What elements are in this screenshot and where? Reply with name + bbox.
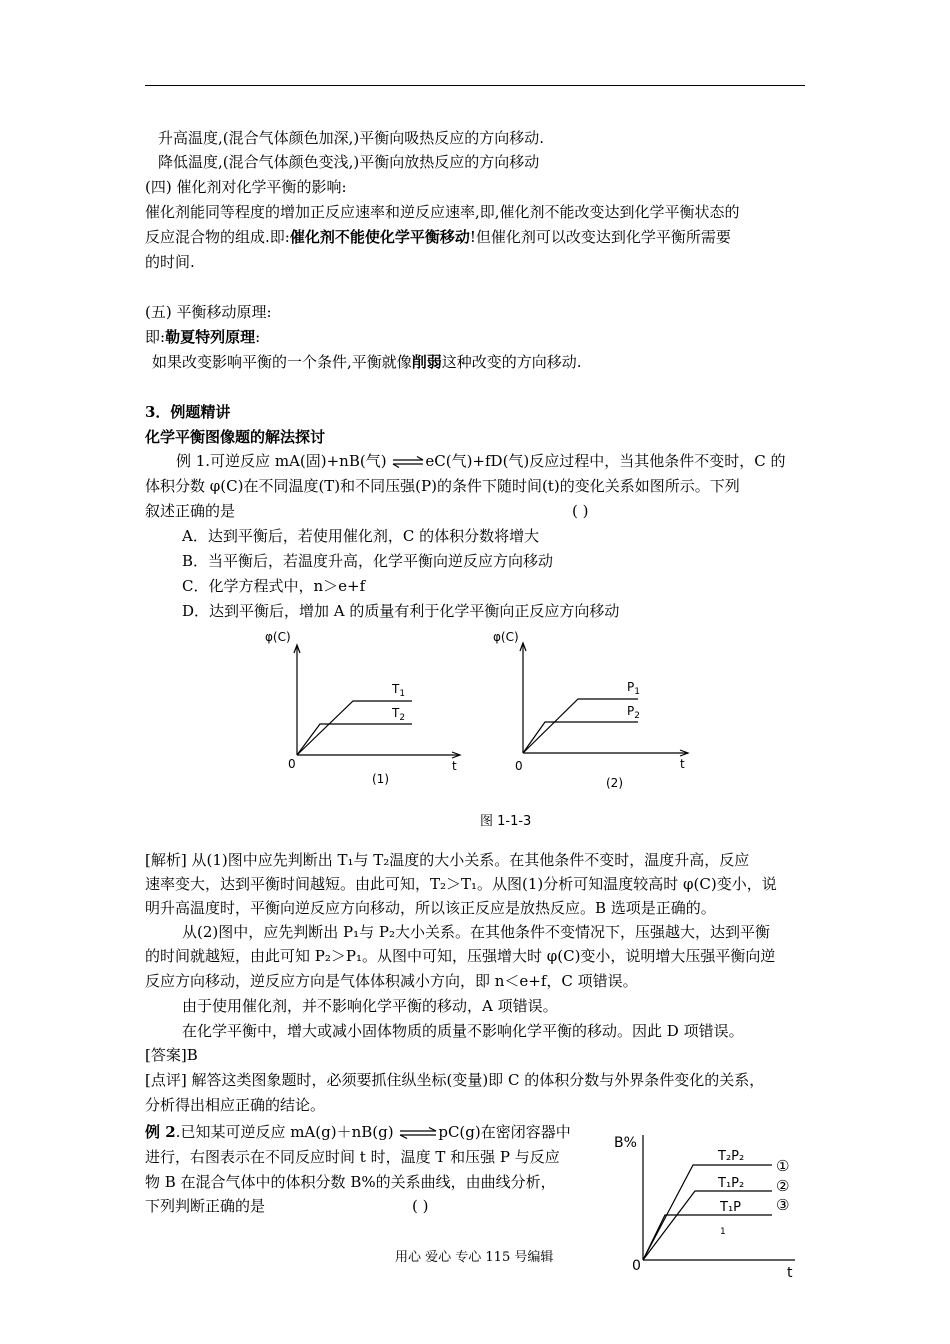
curve-t2 [297, 724, 412, 755]
text-span: !但催化剂可以改变达到化学平衡所需要 [469, 228, 731, 246]
text-span: 即: [145, 328, 166, 346]
label-t1: $T_1$ [392, 682, 406, 699]
text-line: 叙述正确的是 [145, 502, 236, 520]
text-line: 的时间就越短，由此可知 P₂＞P₁。从图中可知，压强增大时 φ(C)变小，说明增大压强平衡向逆 [145, 947, 776, 965]
curve-3 [643, 1215, 772, 1260]
curve-2 [643, 1191, 772, 1260]
label-t2p2: T₂P₂ [718, 1149, 745, 1164]
figure-b-percent [610, 1125, 820, 1285]
text-line: [点评] 解答这类图象题时，必须要抓住纵坐标(变量)即 C 的体积分数与外界条件变化的关系， [145, 1071, 765, 1089]
text-line: 速率变大，达到平衡时间越短。由此可知，T₂＞T₁。从图(1)分析可知温度较高时 φ(C)变小，说 [145, 875, 777, 893]
marker-3: ③ [776, 1196, 790, 1214]
plot-left [265, 630, 460, 786]
text-line [145, 1120, 571, 1144]
origin-label: 0 [288, 757, 296, 771]
caption-right: (2) [606, 776, 623, 790]
y-label: B% [614, 1135, 637, 1151]
text-span: : [255, 328, 261, 346]
emphasis: 勒夏特列原理 [165, 328, 256, 346]
answer: [答案]B [145, 1046, 198, 1064]
equilibrium-arrow-icon [398, 1127, 438, 1139]
plot-right [493, 630, 688, 790]
text-line: 升高温度,(混合气体颜色加深,)平衡向吸热反应的方向移动. [158, 129, 545, 147]
text-span: pC(g)在密闭容器中 [438, 1123, 571, 1141]
page-footer: 用心 爱心 专心 115 号编辑 [395, 1250, 554, 1265]
text-line: 分析得出相应正确的结论。 [145, 1096, 326, 1114]
section-subheading: 化学平衡图像题的解法探讨 [145, 428, 326, 446]
text-line [176, 449, 786, 473]
text-line: 的时间. [145, 253, 195, 271]
x-label: t [680, 757, 685, 771]
text-line: 进行，右图表示在不同反应时间 t 时，温度 T 和压强 P 与反应 [145, 1148, 560, 1166]
text-span: 这种改变的方向移动. [441, 353, 582, 371]
text-span: .已知某可逆反应 mA(g)＋nB(g) [175, 1123, 394, 1141]
text-line [145, 225, 731, 249]
answer-bracket: ( ) [412, 1197, 429, 1215]
text-line [152, 350, 582, 374]
text-span: 例 1.可逆反应 mA(固)+nB(气) [176, 452, 387, 470]
curve-p2 [523, 722, 638, 753]
y-label: φ(C) [493, 630, 519, 644]
x-label: t [787, 1265, 793, 1281]
text-line: [解析] 从(1)图中应先判断出 T₁与 T₂温度的大小关系。在其他条件不变时，温度升高，反应 [145, 851, 750, 869]
option-c: C．化学方程式中，n＞e+f [182, 577, 366, 595]
text-line: 降低温度,(混合气体颜色变浅,)平衡向放热反应的方向移动 [158, 153, 540, 171]
curve-1 [643, 1165, 772, 1260]
text-line: 明升高温度时，平衡向逆反应方向移动，所以该正反应是放热反应。B 选项是正确的。 [145, 899, 716, 917]
text-line: 从(2)图中，应先判断出 P₁与 P₂大小关系。在其他条件不变情况下，压强越大，达到平衡 [182, 923, 770, 941]
text-line: 由于使用催化剂，并不影响化学平衡的移动，A 项错误。 [182, 997, 558, 1015]
marker-1: ① [776, 1157, 790, 1175]
header-rule [145, 85, 805, 86]
label-p2: $P_2$ [627, 704, 640, 721]
text-span: eC(气)+fD(气)反应过程中，当其他条件不变时，C 的 [425, 452, 786, 470]
text-line: 体积分数 φ(C)在不同温度(T)和不同压强(P)的条件下随时间(t)的变化关系如图所示。下列 [145, 477, 740, 495]
label-t1p2: T₁P₂ [718, 1176, 745, 1191]
emphasis: 催化剂不能使化学平衡移动 [289, 228, 470, 246]
section-heading: 3．例题精讲 [145, 403, 231, 421]
x-label: t [452, 759, 457, 773]
section-heading-4: (四) 催化剂对化学平衡的影响: [145, 178, 347, 196]
label-p1: $P_1$ [627, 680, 640, 697]
text-span: 反应混合物的组成.即: [145, 228, 290, 246]
text-span: 如果改变影响平衡的一个条件,平衡就像 [152, 353, 412, 371]
text-line: 在化学平衡中，增大或减小固体物质的质量不影响化学平衡的移动。因此 D 项错误。 [182, 1022, 744, 1040]
option-d: D．达到平衡后，增加 A 的质量有利于化学平衡向正反应方向移动 [182, 602, 620, 620]
answer-bracket: ( ) [572, 502, 589, 520]
origin-label: 0 [632, 1258, 641, 1274]
section-heading-5: (五) 平衡移动原理: [145, 303, 272, 321]
example-label: 例 2 [145, 1123, 176, 1141]
option-a: A．达到平衡后，若使用催化剂，C 的体积分数将增大 [182, 527, 540, 545]
text-line: 物 B 在混合气体中的体积分数 B%的关系曲线，由曲线分析， [145, 1173, 556, 1191]
emphasis: 削弱 [411, 353, 442, 371]
equilibrium-arrow-icon [391, 456, 425, 468]
curve-p1 [523, 699, 638, 753]
option-b: B．当平衡后，若温度升高，化学平衡向逆反应方向移动 [182, 552, 554, 570]
label-t1p1-sub: 1 [720, 1227, 726, 1237]
caption-left: (1) [372, 772, 389, 786]
figure-1-1-3 [260, 625, 700, 815]
text-line: 反应方向移动，逆反应方向是气体体积减小方向，即 n＜e+f，C 项错误。 [145, 972, 638, 990]
text-line: 催化剂能同等程度的增加正反应速率和逆反应速率,即,催化剂不能改变达到化学平衡状态的 [145, 203, 740, 221]
label-t2: $T_2$ [392, 706, 406, 723]
marker-2: ② [776, 1177, 790, 1195]
text-line: 下列判断正确的是 [145, 1197, 266, 1215]
origin-label: 0 [515, 759, 523, 773]
figure-caption: 图 1-1-3 [480, 814, 532, 829]
label-t1p1: T₁P [720, 1200, 741, 1215]
y-label: φ(C) [265, 630, 291, 644]
text-line [145, 325, 260, 349]
